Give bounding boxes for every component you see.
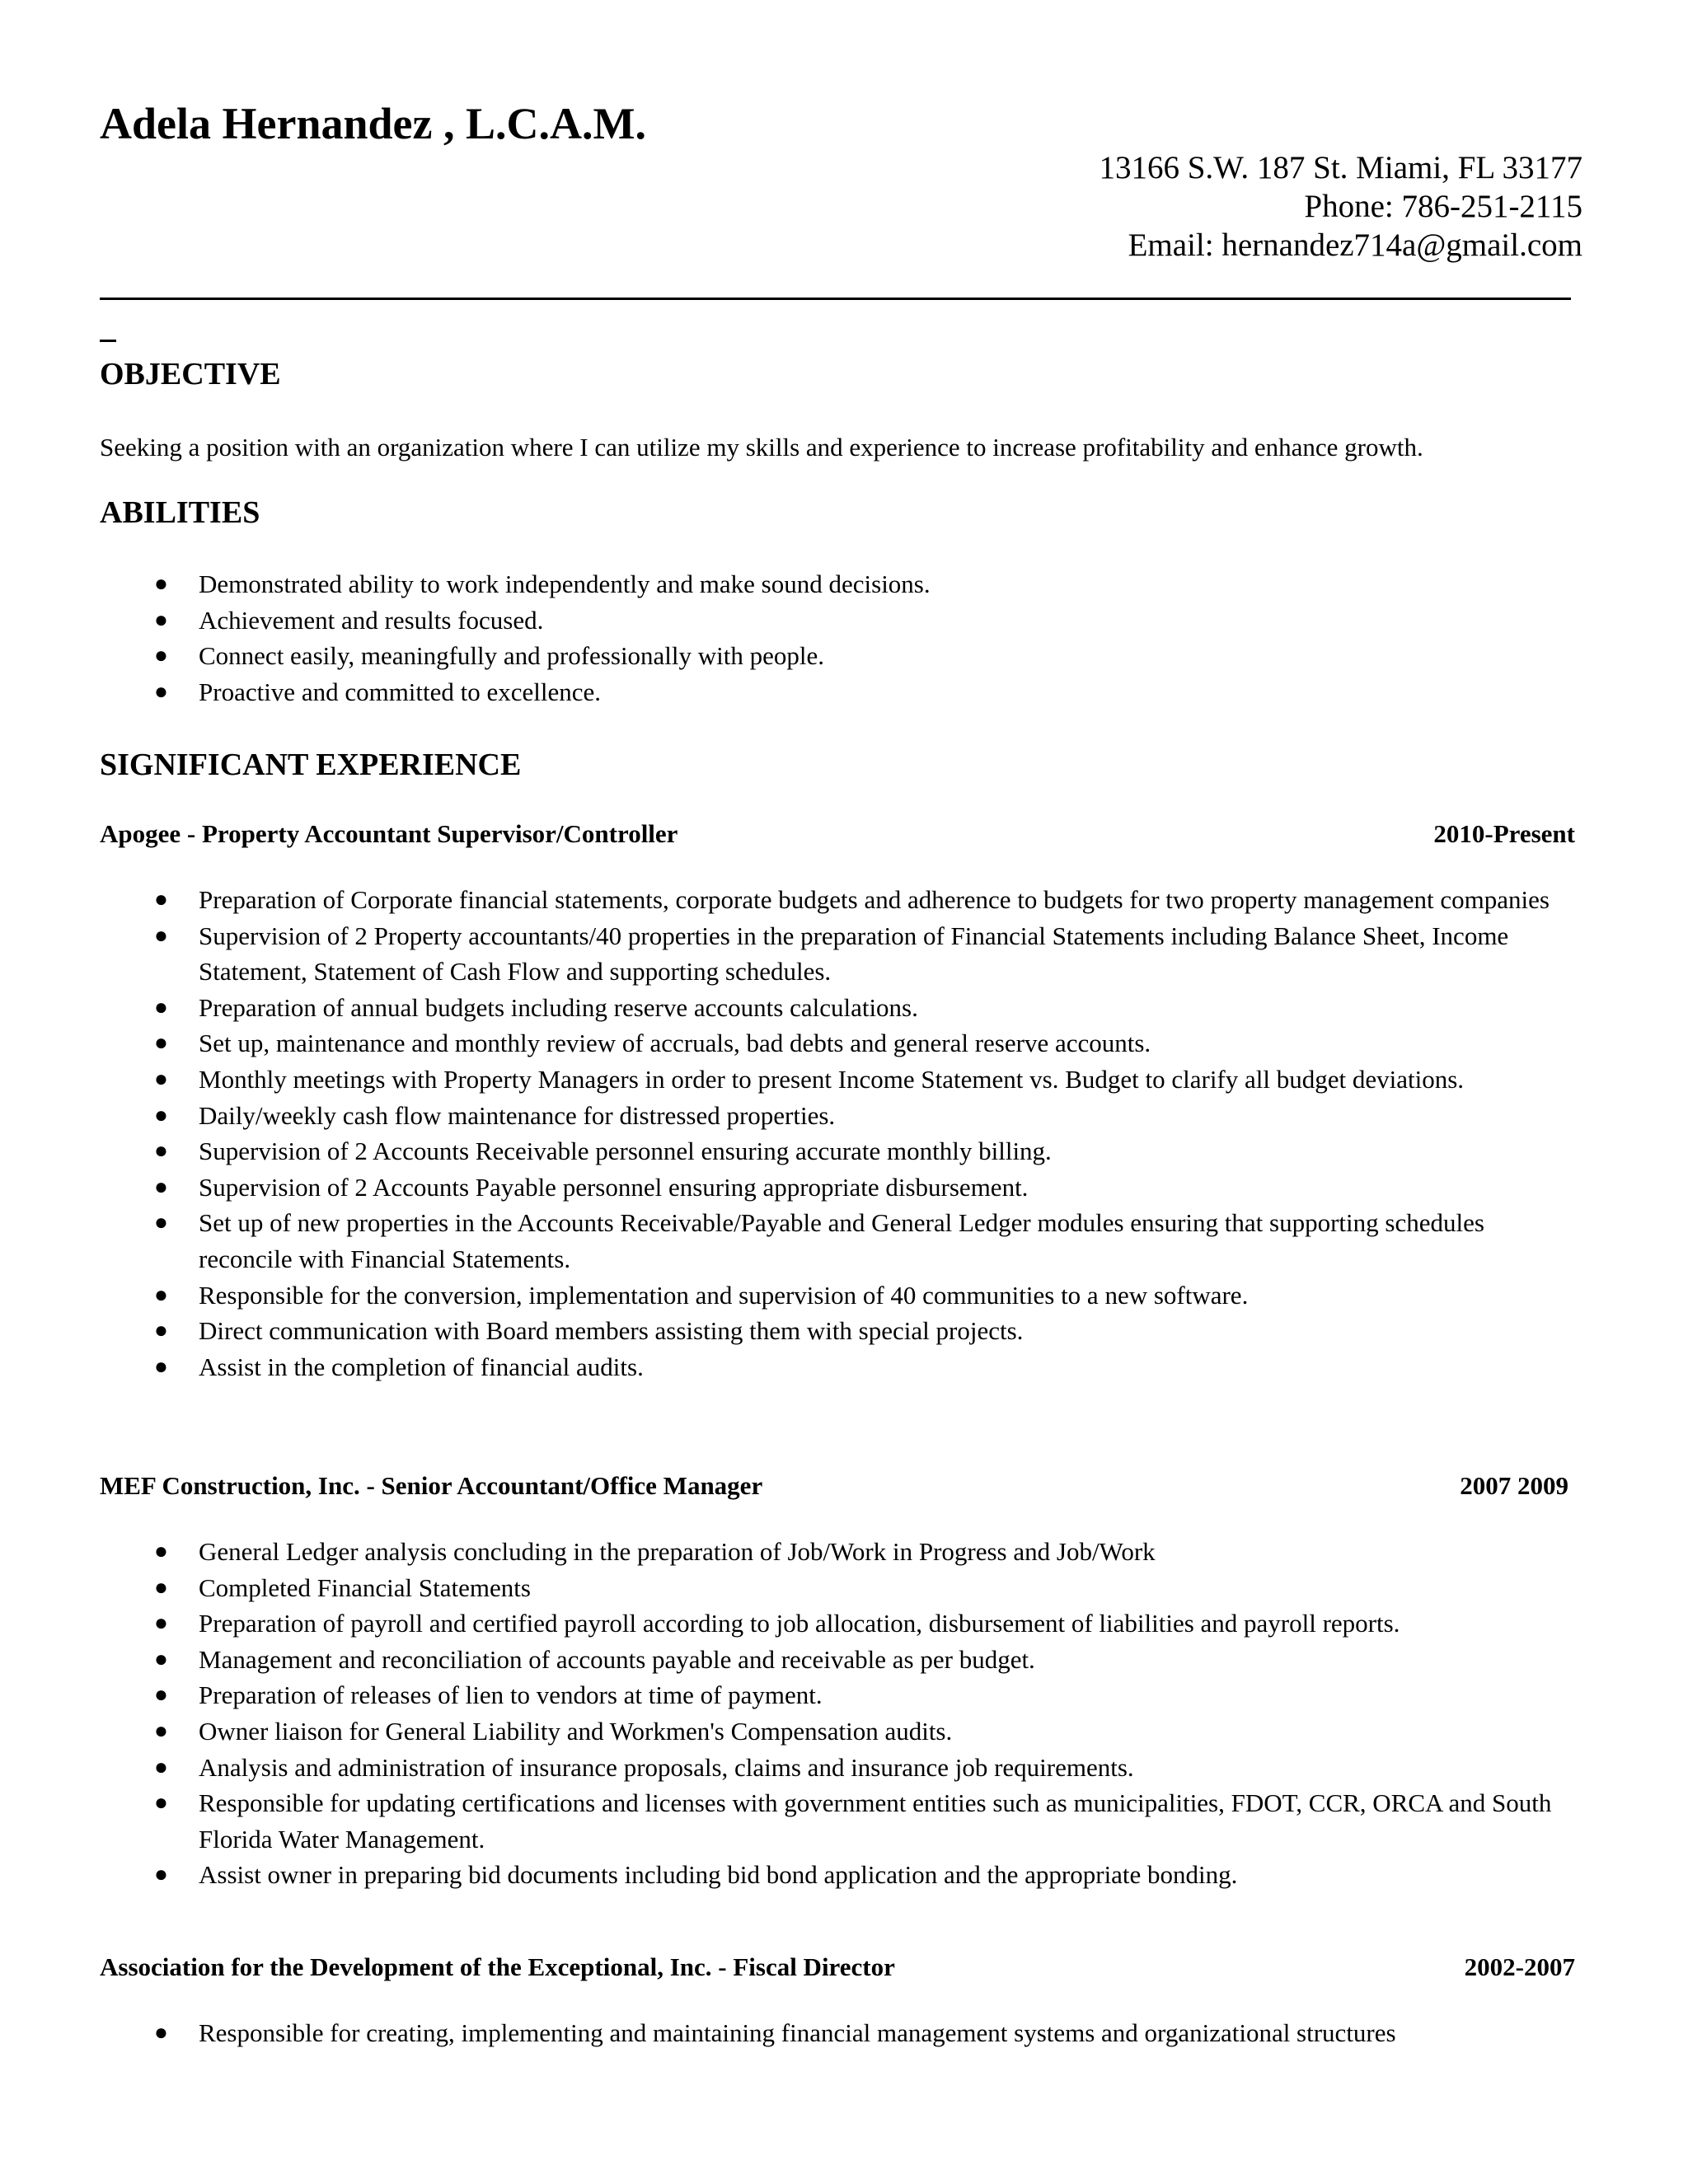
- objective-text: Seeking a position with an organization where I can utilize my skills and experience to increase profitability and enhance growth.: [100, 433, 1423, 462]
- bullet-icon: ●: [154, 1754, 168, 1780]
- bullet-icon: ●: [154, 1102, 168, 1128]
- list-item: ● Daily/weekly cash flow maintenance for distressed properties.: [0, 1098, 1688, 1134]
- list-item: ● Responsible for creating, implementing and maintaining financial management systems and organizational structures: [0, 2015, 1688, 2051]
- candidate-name: Adela Hernandez , L.C.A.M.: [100, 99, 646, 148]
- job-dates: 2010-Present: [1433, 819, 1575, 848]
- bullet-icon: ●: [154, 994, 168, 1020]
- header-divider-tail: [100, 340, 116, 342]
- bullet-icon: ●: [154, 1030, 168, 1057]
- list-item: ● Preparation of releases of lien to vendors at time of payment.: [0, 1677, 1688, 1713]
- bullet-icon: ●: [154, 1682, 168, 1708]
- bullet-icon: ●: [154, 1718, 168, 1744]
- experience-heading: SIGNIFICANT EXPERIENCE: [100, 748, 522, 782]
- bullet-icon: ●: [154, 1574, 168, 1601]
- job-duties-list: [0, 882, 1688, 1385]
- abilities-heading: ABILITIES: [100, 495, 260, 530]
- list-item: ● Responsible for the conversion, implementation and supervision of 40 communities to a new software.: [0, 1277, 1688, 1314]
- bullet-icon: ●: [154, 1318, 168, 1344]
- bullet-icon: ●: [154, 1210, 168, 1236]
- list-item: ● Assist in the completion of financial audits.: [0, 1349, 1688, 1385]
- list-item: ● Management and reconciliation of accounts payable and receivable as per budget.: [0, 1642, 1688, 1678]
- bullet-icon: ●: [154, 2020, 168, 2046]
- job-title: Apogee - Property Accountant Supervisor/Controller: [100, 819, 678, 848]
- header-divider: [100, 298, 1571, 300]
- list-item: ● Owner liaison for General Liability and Workmen's Compensation audits.: [0, 1713, 1688, 1750]
- job-title: Association for the Development of the Exceptional, Inc. - Fiscal Director: [100, 1952, 895, 1981]
- list-item: ● Completed Financial Statements: [0, 1570, 1688, 1606]
- list-item: ● Preparation of payroll and certified payroll according to job allocation, disbursement of liabilities and payroll reports.: [0, 1605, 1688, 1642]
- bullet-icon: ●: [154, 1353, 168, 1380]
- list-item: ● Set up of new properties in the Accounts Receivable/Payable and General Ledger modules ensuring that supporting schedules reconcile with Financial Statements.: [0, 1205, 1688, 1277]
- list-item: ● Supervision of 2 Property accountants/40 properties in the preparation of Financial Statements including Balance Sheet, Income Statement, Statement of Cash Flow and supporting schedules.: [0, 918, 1688, 990]
- contact-phone: Phone: 786-251-2115: [1304, 189, 1582, 224]
- bullet-icon: ●: [154, 643, 168, 669]
- bullet-icon: ●: [154, 1646, 168, 1672]
- list-item: ● Assist owner in preparing bid documents including bid bond application and the appropriate bonding.: [0, 1857, 1688, 1893]
- bullet-icon: ●: [154, 1790, 168, 1816]
- list-item: ● Demonstrated ability to work independently and make sound decisions.: [0, 566, 1688, 602]
- list-item: ● Monthly meetings with Property Managers in order to present Income Statement vs. Budget to clarify all budget deviations.: [0, 1062, 1688, 1098]
- job-dates: 2007 2009: [1460, 1471, 1568, 1500]
- list-item: ● Achievement and results focused.: [0, 602, 1688, 639]
- bullet-icon: ●: [154, 1539, 168, 1564]
- list-item: ● General Ledger analysis concluding in the preparation of Job/Work in Progress and Job/Work: [0, 1534, 1688, 1570]
- job-duties-list: [0, 1534, 1688, 1893]
- bullet-icon: ●: [154, 1174, 168, 1200]
- bullet-icon: ●: [154, 922, 168, 949]
- list-item: ● Supervision of 2 Accounts Payable personnel ensuring appropriate disbursement.: [0, 1169, 1688, 1206]
- bullet-icon: ●: [154, 607, 168, 633]
- bullet-icon: ●: [154, 1066, 168, 1092]
- job-dates: 2002-2007: [1464, 1952, 1575, 1981]
- list-item: ● Preparation of annual budgets including reserve accounts calculations.: [0, 990, 1688, 1026]
- bullet-icon: ●: [154, 1862, 168, 1888]
- contact-block: [1099, 148, 1582, 265]
- abilities-list: [0, 566, 1688, 710]
- list-item: ● Analysis and administration of insurance proposals, claims and insurance job requirements.: [0, 1750, 1688, 1786]
- bullet-icon: ●: [154, 1138, 168, 1165]
- list-item: ● Direct communication with Board members assisting them with special projects.: [0, 1313, 1688, 1349]
- bullet-icon: ●: [154, 678, 168, 705]
- objective-heading: OBJECTIVE: [100, 357, 281, 391]
- bullet-icon: ●: [154, 1610, 168, 1637]
- job-title: MEF Construction, Inc. - Senior Accountant/Office Manager: [100, 1471, 763, 1500]
- list-item: ● Responsible for updating certifications and licenses with government entities such as municipalities, FDOT, CCR, ORCA and South Florida Water Management.: [0, 1785, 1688, 1857]
- bullet-icon: ●: [154, 887, 168, 912]
- bullet-icon: ●: [154, 571, 168, 597]
- list-item: ● Set up, maintenance and monthly review of accruals, bad debts and general reserve accounts.: [0, 1025, 1688, 1062]
- contact-address: 13166 S.W. 187 St. Miami, FL 33177: [1099, 150, 1582, 185]
- bullet-icon: ●: [154, 1282, 168, 1308]
- list-item: ● Connect easily, meaningfully and professionally with people.: [0, 638, 1688, 674]
- job-duties-list: [0, 2015, 1688, 2051]
- list-item: ● Preparation of Corporate financial statements, corporate budgets and adherence to budgets for two property management companies: [0, 882, 1688, 918]
- list-item: ● Proactive and committed to excellence.: [0, 674, 1688, 710]
- contact-email: Email: hernandez714a@gmail.com: [1128, 227, 1582, 263]
- list-item: ● Supervision of 2 Accounts Receivable personnel ensuring accurate monthly billing.: [0, 1133, 1688, 1169]
